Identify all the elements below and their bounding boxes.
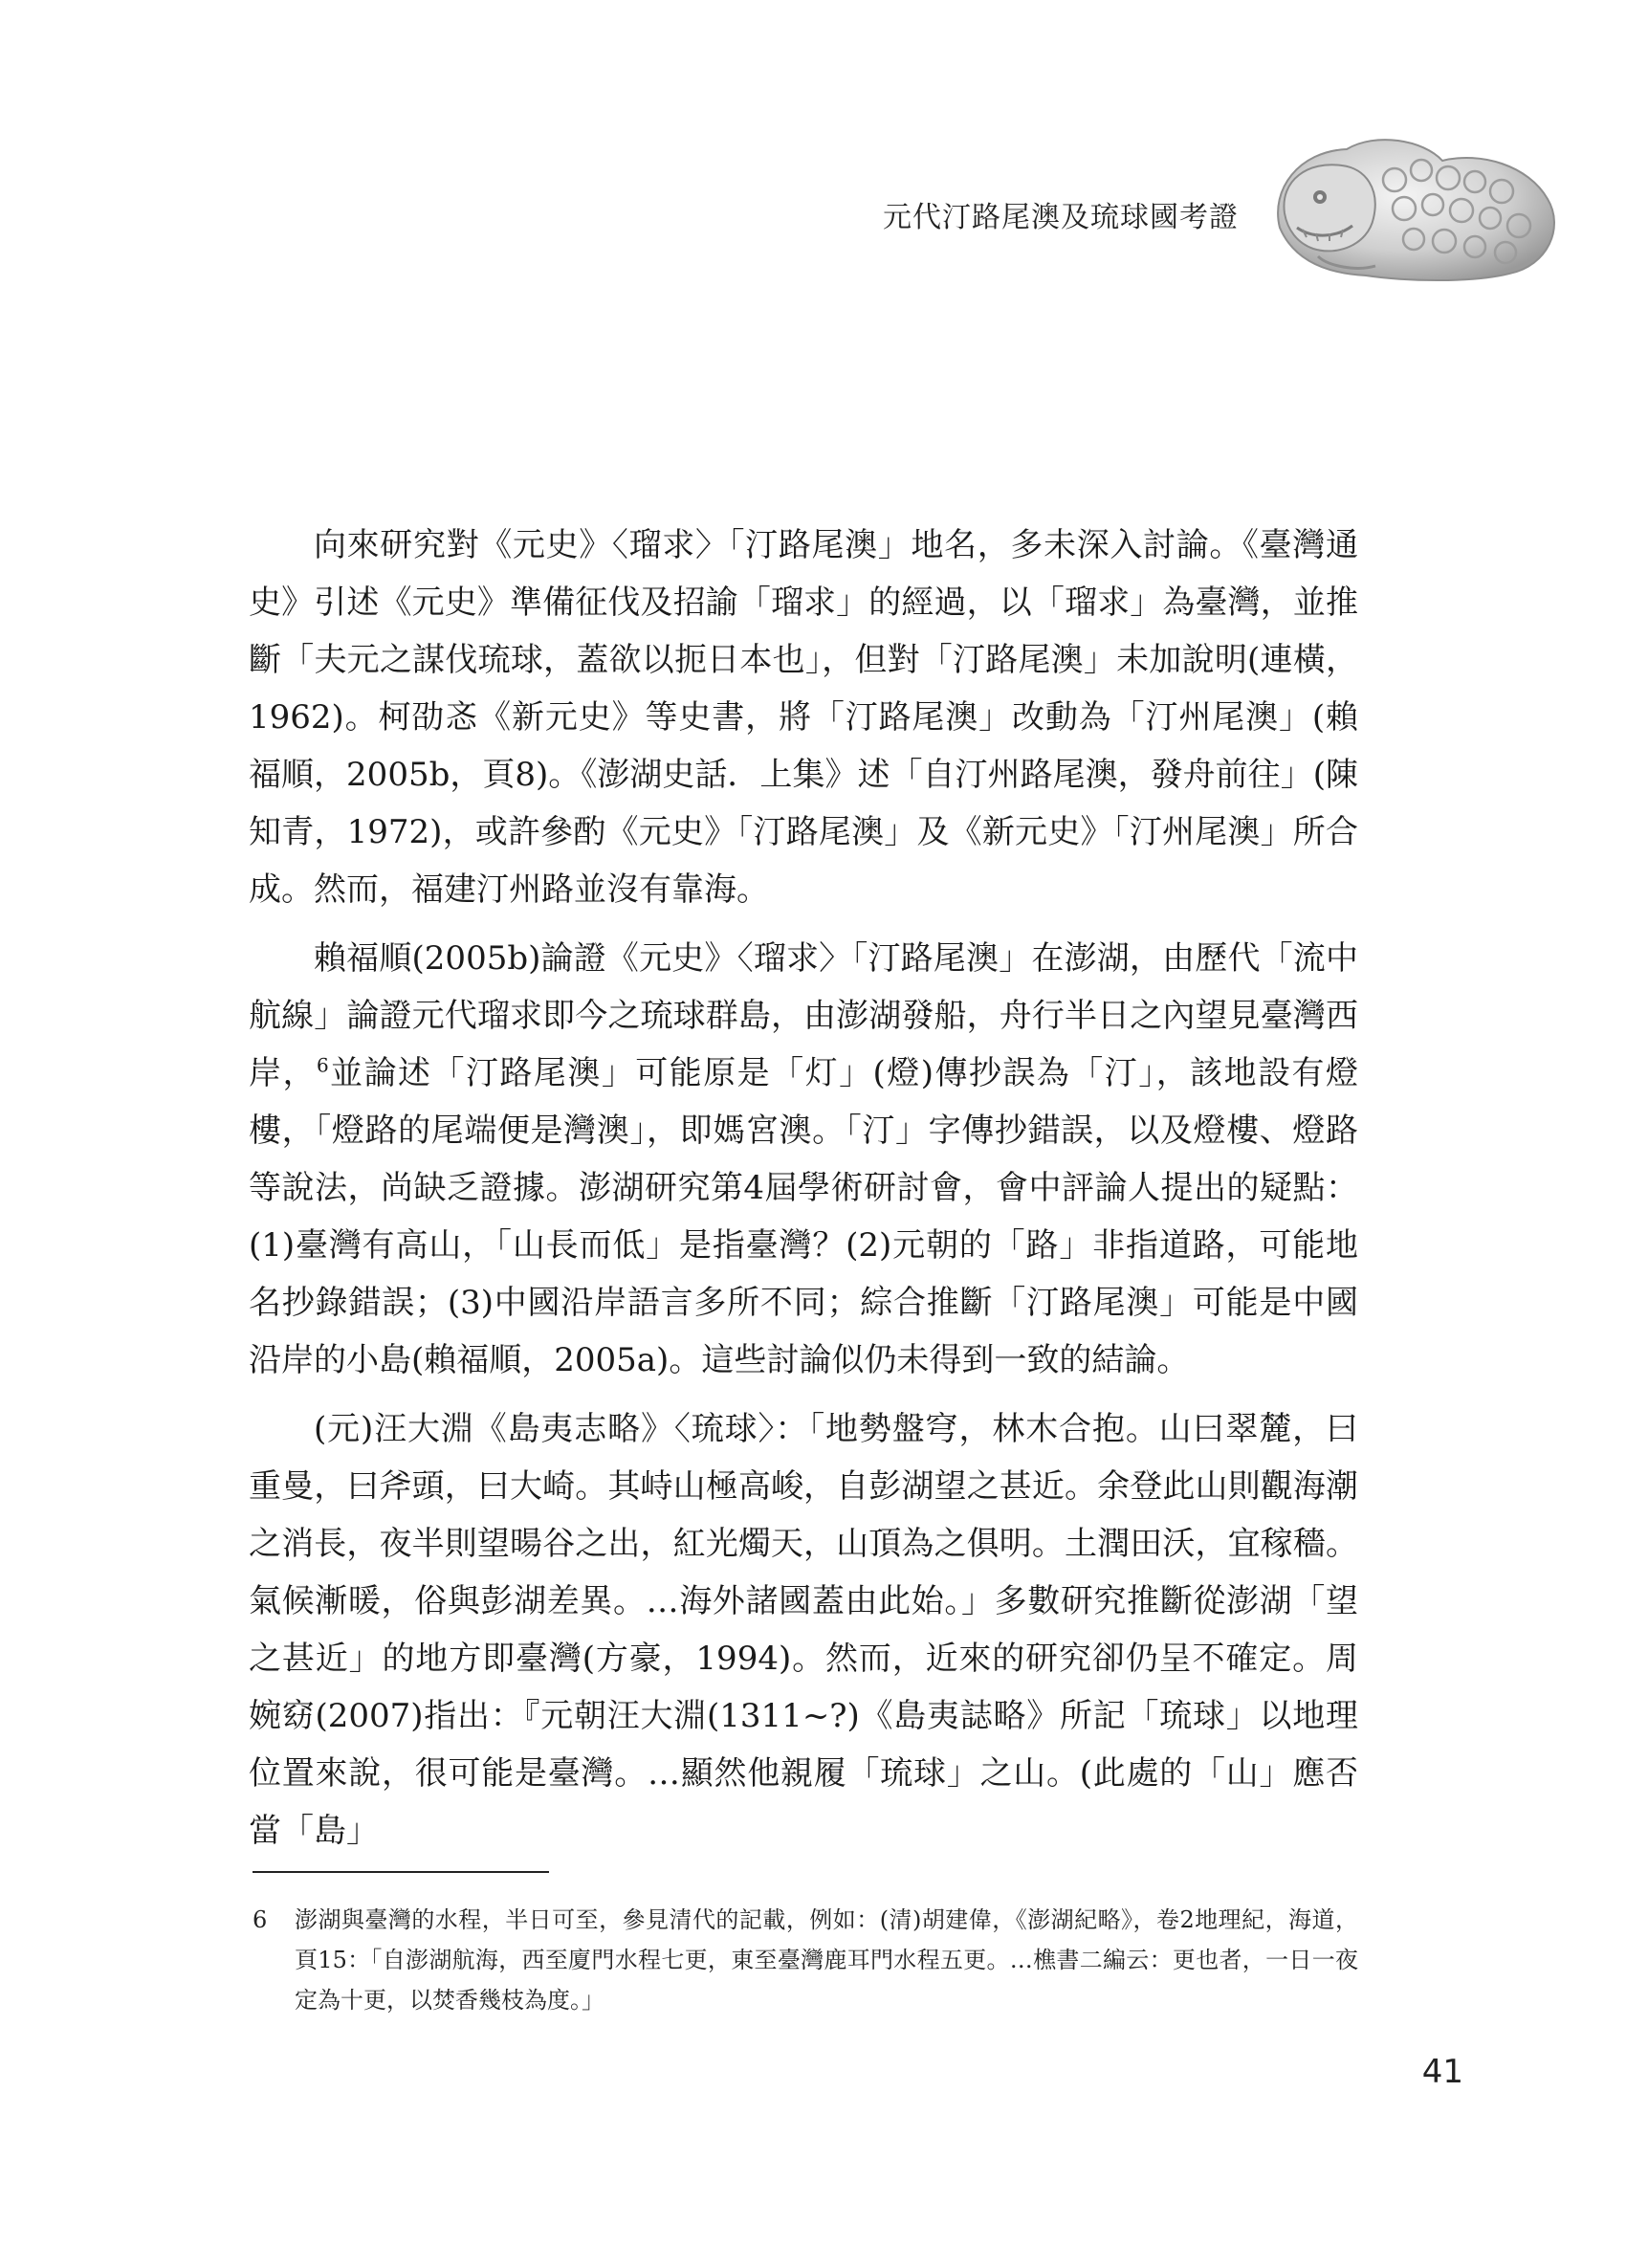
- paragraph-2-part-1: 賴福順(2005b)論證《元史》〈瑠求〉「汀路尾澳」在澎湖，由歷代「流中航線」論證元代瑠求即今之琉球群島，由澎湖發船，舟行半日之內望見臺灣西岸，: [249, 939, 1358, 1092]
- footnote: [253, 1900, 1358, 2020]
- running-header: 元代汀路尾澳及琉球國考證: [883, 201, 1239, 234]
- paragraph-3: (元)汪大淵《島夷志略》〈琉球〉：「地勢盤穹，林木合抱。山曰翠麓，曰重曼，曰斧頭，曰大崎。其峙山極高峻，自彭湖望之甚近。余登此山則觀海潮之消長，夜半則望暘谷之出，紅光燭天，山頂為之俱明。土潤田沃，宜稼穡。氣候漸暖，俗與彭湖差異。…海外諸國蓋由此始。」多數研究推斷從澎湖「望之甚近」的地方即臺灣(方豪，1994)。然而，近來的研究卻仍呈不確定。周婉窈(2007)指出：『元朝汪大淵(1311~?)《島夷誌略》所記「琉球」以地理位置來說，很可能是臺灣。…顯然他親履「琉球」之山。(此處的「山」應否當「島」: [249, 1410, 1358, 1850]
- paragraph-1: 向來研究對《元史》〈瑠求〉「汀路尾澳」地名，多未深入討論。《臺灣通史》引述《元史》準備征伐及招諭「瑠求」的經過，以「瑠求」為臺灣，並推斷「夫元之謀伐琉球，蓋欲以扼日本也」，但對「汀路尾澳」未加說明(連橫，1962)。柯劭忞《新元史》等史書，將「汀路尾澳」改動為「汀州尾澳」(賴福順，2005b，頁8)。《澎湖史話．上集》述「自汀州路尾澳，發舟前往」(陳知青，1972)，或許參酌《元史》「汀路尾澳」及《新元史》「汀州尾澳」所合成。然而，福建汀州路並沒有靠海。: [249, 526, 1358, 909]
- footnote-number: 6: [253, 1906, 268, 1933]
- stone-lion-icon: [1261, 122, 1567, 285]
- paragraph-2: [249, 930, 1358, 1389]
- page-number: 41: [1421, 2053, 1463, 2091]
- footnote-divider: [253, 1871, 549, 1873]
- body-text: [249, 517, 1358, 1871]
- footnote-reference[interactable]: 6: [316, 1053, 329, 1077]
- footnote-text: 澎湖與臺灣的水程，半日可至，參見清代的記載，例如：(清)胡建偉，《澎湖紀略》，卷2地理紀，海道，頁15：「自澎湖航海，西至廈門水程七更，東至臺灣鹿耳門水程五更。…樵書二編云：更也者，一日一夜定為十更，以焚香幾枝為度。」: [295, 1906, 1358, 2014]
- paragraph-2-part-2: 並論述「汀路尾澳」可能原是「灯」(燈)傳抄誤為「汀」，該地設有燈樓，「燈路的尾端便是灣澳」，即媽宮澳。「汀」字傳抄錯誤，以及燈樓、燈路等說法，尚缺乏證據。澎湖研究第4屆學術研討會，會中評論人提出的疑點：(1)臺灣有高山，「山長而低」是指臺灣？(2)元朝的「路」非指道路，可能地名抄錄錯誤；(3)中國沿岸語言多所不同；綜合推斷「汀路尾澳」可能是中國沿岸的小島(賴福順，2005a)。這些討論似仍未得到一致的結論。: [249, 1054, 1359, 1379]
